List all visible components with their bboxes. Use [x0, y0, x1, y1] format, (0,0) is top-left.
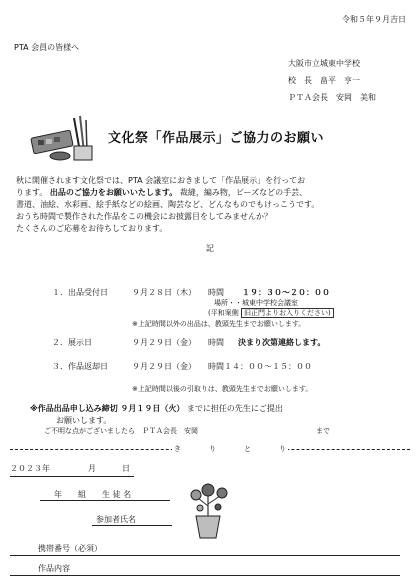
item-3-note: ※上記時間以後の引取りは、教頭先生までお願いします。 [132, 385, 313, 393]
item-1-label: １．出品受付日 [52, 288, 108, 297]
item-1-time-label: 時間 [208, 288, 224, 297]
date-underline [10, 476, 134, 477]
sender-pta-chair: ＰＴＡ会長 安岡 美和 [288, 93, 376, 102]
contact-line: ご不明な点がございましたら ＰＴＡ会長 安岡 [44, 427, 198, 435]
body-line-4: おうち時間で製作された作品をこの機会にお披露目をしてみませんか？ [16, 212, 272, 221]
phone-underline [10, 555, 400, 556]
item-2-label: ２．展示日 [52, 338, 92, 347]
form-month: 月 [88, 464, 96, 473]
participant-underline [92, 525, 172, 526]
work-underline [10, 575, 400, 576]
item-2-time-label: 時間 [208, 338, 224, 347]
body-request-emphasis: 出品のご協力をお願いいたします。 [49, 188, 178, 197]
cut-line-label: き り と り [174, 445, 286, 453]
item-1-date: ９月２８日（木） [132, 288, 196, 297]
item-1-place-note-prefix: (平和案側 [208, 309, 239, 317]
notice-title: 文化祭「作品展示」ご協力のお願い [108, 131, 325, 146]
flower-pot-illustration [178, 480, 238, 540]
form-day: 日 [122, 464, 130, 473]
deadline-prefix: ※作品出品申し込み締切 [30, 404, 118, 413]
recipient-line: PTA 会員の皆様へ [14, 43, 80, 52]
item-3-time: 時間１４：００～１５：００ [208, 362, 312, 371]
participant-label: 参加者氏名 [96, 515, 136, 524]
deadline-date: ９月１９日（火） [120, 404, 185, 413]
body-line-3: 書道、油絵、水彩画、絵手紙などの絵画、陶芸など、どんなものでもけっこうです。 [16, 200, 320, 209]
body-line-2 [16, 187, 307, 198]
body-line-1: 秋に開催されます文化祭では、PTA 会議室におきまして「作品展示」を行ってお [16, 176, 306, 185]
issue-date: 令和５年９月吉日 [342, 15, 406, 24]
body-line-2-start: ります。 [16, 188, 48, 197]
sender-principal: 校 長 畠平 亨一 [288, 76, 360, 85]
item-2-time: 決まり次第連絡します。 [238, 338, 326, 347]
form-year: ２０２３年 [10, 464, 50, 473]
deadline-line [30, 403, 283, 414]
item-1-time: １９：３０～２０：００ [242, 288, 330, 297]
item-3-date: ９月２９日（金） [132, 362, 196, 371]
contact-suffix: まで [316, 427, 330, 435]
work-label: 作品内容 [38, 564, 70, 573]
ki-marker: 記 [206, 244, 214, 253]
art-supplies-illustration [30, 112, 100, 162]
body-line-2-end: 裁縫，編み物，ビーズなどの手芸、 [179, 188, 308, 197]
item-3-label: ３．作品返却日 [52, 362, 108, 371]
deadline-line-2: お願いします。 [56, 416, 112, 425]
item-1-gate-note: 旧正門よりお入りください) [241, 308, 334, 318]
class-label: 年 組 生 徒 名 [54, 490, 132, 499]
body-line-5: たくさんのご応募をお待ちしております。 [16, 224, 168, 233]
class-underline [40, 500, 170, 501]
item-2-date: ９月２９日（金） [132, 338, 196, 347]
item-1-place-note [208, 308, 334, 318]
deadline-suffix: までに担任の先生にご提出 [186, 404, 283, 413]
item-1-place: 場所・・城東中学校会議室 [214, 299, 298, 307]
item-1-note: ※上記時間以外の出品は、教頭先生までお願いします。 [132, 320, 306, 328]
phone-label: 携帯番号（必須） [38, 544, 102, 553]
sender-school: 大阪市立城東中学校 [288, 59, 360, 68]
